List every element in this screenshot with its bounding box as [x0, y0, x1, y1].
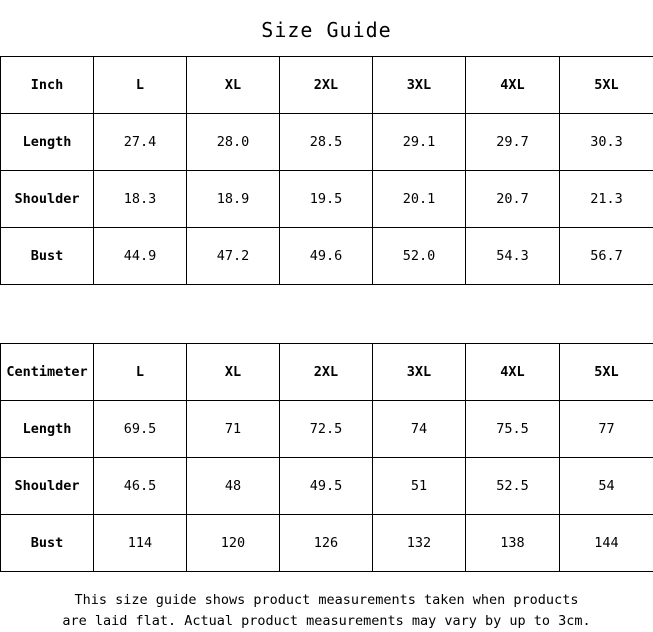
table-cell: 114	[94, 515, 187, 572]
table-row	[1, 401, 653, 458]
table-cell: 18.9	[187, 171, 280, 228]
unit-label-inch: Inch	[1, 57, 94, 114]
table-cell: 29.1	[373, 114, 466, 171]
column-header: XL	[187, 57, 280, 114]
column-header: 2XL	[280, 344, 373, 401]
table-cell: 28.5	[280, 114, 373, 171]
table-cell: 71	[187, 401, 280, 458]
row-label: Bust	[1, 515, 94, 572]
row-label: Shoulder	[1, 458, 94, 515]
table-header-row	[1, 57, 653, 114]
disclaimer-line-1: This size guide shows product measurements taken when products	[20, 590, 633, 611]
table-cell: 52.5	[466, 458, 560, 515]
column-header: 5XL	[560, 344, 653, 401]
column-header: 2XL	[280, 57, 373, 114]
table-cell: 126	[280, 515, 373, 572]
table-cell: 44.9	[94, 228, 187, 285]
column-header: L	[94, 57, 187, 114]
table-cell: 30.3	[560, 114, 653, 171]
table-row	[1, 458, 653, 515]
row-label: Bust	[1, 228, 94, 285]
table-cell: 54.3	[466, 228, 560, 285]
table-cell: 52.0	[373, 228, 466, 285]
table-cell: 27.4	[94, 114, 187, 171]
disclaimer-line-2: are laid flat. Actual product measurements may vary by up to 3cm.	[20, 611, 633, 632]
table-cell: 51	[373, 458, 466, 515]
table-spacer	[0, 285, 653, 343]
table-cell: 21.3	[560, 171, 653, 228]
table-cell: 46.5	[94, 458, 187, 515]
table-cell: 72.5	[280, 401, 373, 458]
table-row	[1, 171, 653, 228]
table-cell: 20.1	[373, 171, 466, 228]
table-cell: 19.5	[280, 171, 373, 228]
table-header-row	[1, 344, 653, 401]
table-cell: 120	[187, 515, 280, 572]
table-cell: 138	[466, 515, 560, 572]
column-header: 4XL	[466, 344, 560, 401]
table-cell: 18.3	[94, 171, 187, 228]
table-cell: 47.2	[187, 228, 280, 285]
table-cell: 28.0	[187, 114, 280, 171]
table-cell: 144	[560, 515, 653, 572]
table-cell: 56.7	[560, 228, 653, 285]
table-row	[1, 515, 653, 572]
row-label: Length	[1, 401, 94, 458]
column-header: 4XL	[466, 57, 560, 114]
unit-label-centimeter: Centimeter	[1, 344, 94, 401]
table-cell: 75.5	[466, 401, 560, 458]
table-cell: 29.7	[466, 114, 560, 171]
column-header: 5XL	[560, 57, 653, 114]
table-cell: 74	[373, 401, 466, 458]
size-table-inch	[0, 56, 653, 285]
table-cell: 69.5	[94, 401, 187, 458]
table-cell: 49.6	[280, 228, 373, 285]
size-guide-disclaimer	[0, 572, 653, 632]
column-header: 3XL	[373, 57, 466, 114]
table-row	[1, 114, 653, 171]
column-header: L	[94, 344, 187, 401]
row-label: Length	[1, 114, 94, 171]
table-cell: 132	[373, 515, 466, 572]
table-row	[1, 228, 653, 285]
page-title: Size Guide	[0, 0, 653, 56]
size-table-centimeter	[0, 343, 653, 572]
table-cell: 54	[560, 458, 653, 515]
column-header: 3XL	[373, 344, 466, 401]
row-label: Shoulder	[1, 171, 94, 228]
table-cell: 48	[187, 458, 280, 515]
table-cell: 77	[560, 401, 653, 458]
table-cell: 20.7	[466, 171, 560, 228]
column-header: XL	[187, 344, 280, 401]
table-cell: 49.5	[280, 458, 373, 515]
